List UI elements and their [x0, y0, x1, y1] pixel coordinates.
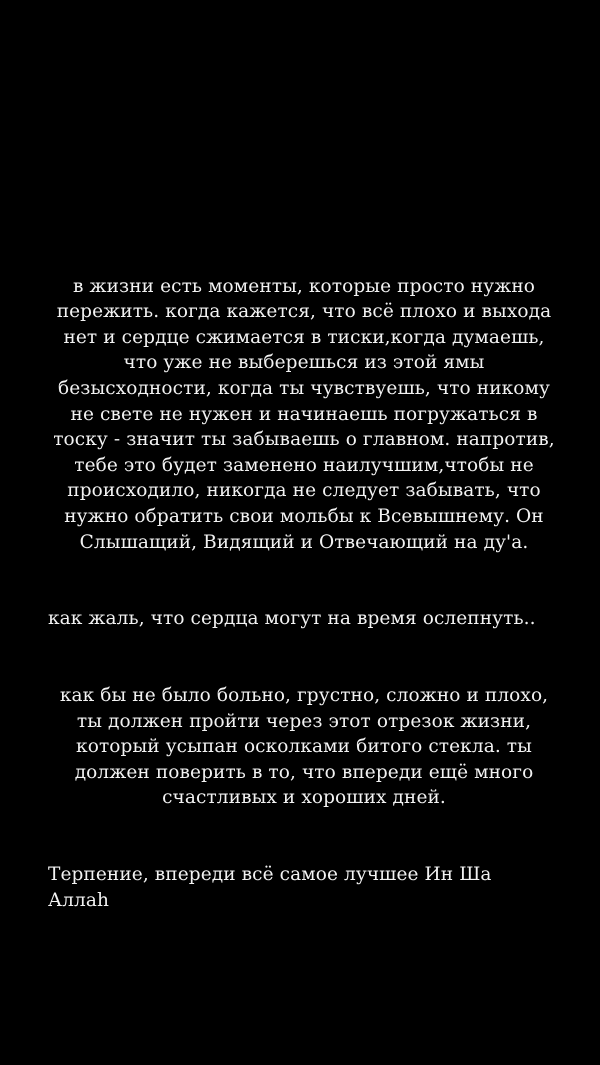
paragraph-4: Терпение, впереди всё самое лучшее Ин Ша Аллаh [48, 864, 492, 911]
story-text [48, 248, 560, 965]
paragraph-1: в жизни есть моменты, которые просто нужно пережить. когда кажется, что всё плохо и выхода нет и сердце сжимается в тиски,когда думаешь, что уже не выберешься из этой ямы безысходности, когда ты чувствуешь, что никому не свете не нужен и начинаешь погружаться в тоску - значит ты забываешь о главном. напротив, тебе это будет заменено наилучшим,чтобы не происходило, никогда не следует забывать, что нужно обратить свои мольбы к Всевышнему. Он Слышащий, Видящий и Отвечающий на ду'а. [53, 275, 555, 553]
paragraph-2: как жаль, что сердца могут на время ослепнуть.. [48, 608, 536, 630]
paragraph-3: как бы не было больно, грустно, сложно и плохо, ты должен пройти через этот отрезок жизни, который усыпан осколками битого стекла. ты должен поверить в то, что впереди ещё много счастливых и хороших дней. [59, 685, 549, 809]
